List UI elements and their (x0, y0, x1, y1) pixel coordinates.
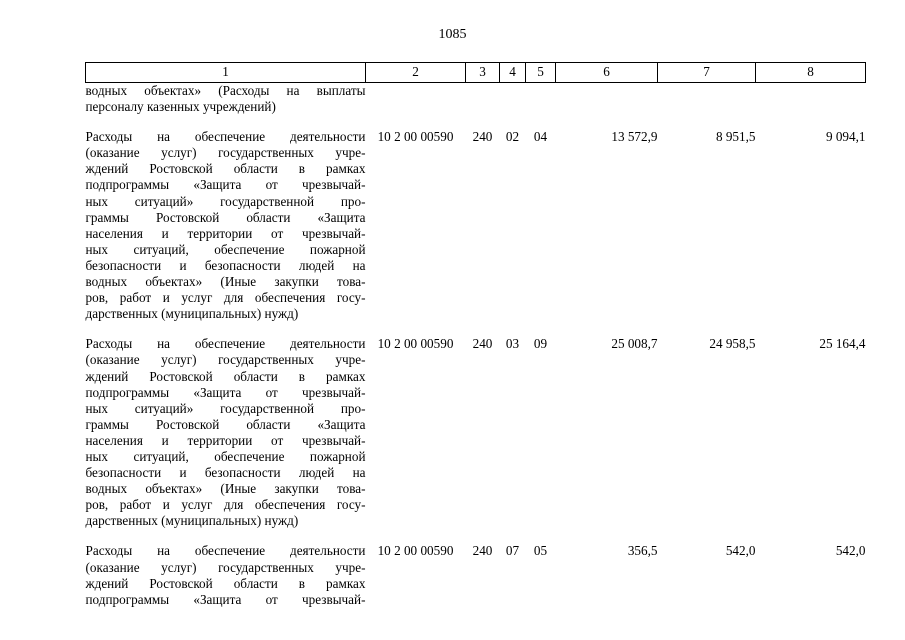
description-line: персоналу казенных учреждений) (85, 99, 276, 115)
description-line: Расходы на обеспечение деятельности (85, 543, 366, 559)
amount-col8: 542,0 (835, 543, 866, 559)
amount-col7: 8 951,5 (715, 129, 756, 145)
amount-col6: 13 572,9 (611, 129, 658, 145)
description-line: безопасности и безопасности людей на (85, 465, 366, 481)
description-line: населения и территории от чрезвычай- (85, 225, 366, 241)
description-line: ров, работ и услуг для обеспечения госу- (85, 497, 366, 513)
table-row (86, 529, 866, 607)
description-line: дарственных (муниципальных) нужд) (85, 513, 299, 529)
continuation-row (86, 83, 866, 116)
description-line: подпрограммы «Защита от чрезвычай- (85, 384, 366, 400)
rz-code: 07 (505, 543, 520, 559)
amount-col6: 25 008,7 (611, 336, 658, 352)
description-line: дарственных (муниципальных) нужд) (85, 306, 299, 322)
row-description (86, 529, 366, 607)
description-line: (оказание услуг) государственных учре- (85, 559, 366, 575)
pr-code: 05 (533, 543, 548, 559)
column-header: 5 (526, 63, 556, 83)
description-line: безопасности и безопасности людей на (85, 257, 366, 273)
vr-code: 240 (472, 336, 493, 352)
description-line: ров, работ и услуг для обеспечения госу- (85, 290, 366, 306)
amount-col8: 9 094,1 (825, 129, 866, 145)
description-line: водных объектах» (Иные закупки това- (85, 481, 366, 497)
description-line: ных ситуаций» государственной про- (85, 193, 366, 209)
rz-code: 02 (505, 129, 520, 145)
column-header: 7 (658, 63, 756, 83)
vr-code: 240 (472, 129, 493, 145)
description-line: подпрограммы «Защита от чрезвычай- (85, 591, 366, 607)
column-header: 8 (756, 63, 866, 83)
budget-table (85, 62, 866, 608)
amount-col8: 25 164,4 (819, 336, 866, 352)
description-line: водных объектах» (Иные закупки това- (85, 274, 366, 290)
continuation-description (86, 83, 366, 116)
column-header: 6 (556, 63, 658, 83)
description-line: подпрограммы «Защита от чрезвычай- (85, 177, 366, 193)
column-header: 1 (86, 63, 366, 83)
description-line: ных ситуаций, обеспечение пожарной (85, 241, 366, 257)
column-header: 2 (366, 63, 466, 83)
vr-code: 240 (472, 543, 493, 559)
column-header: 4 (500, 63, 526, 83)
description-line: граммы Ростовской области «Защита (85, 209, 366, 225)
table-row (86, 322, 866, 529)
amount-col7: 24 958,5 (709, 336, 756, 352)
description-line: водных объектах» (Расходы на выплаты (85, 83, 366, 98)
column-header: 3 (466, 63, 500, 83)
description-line: ждений Ростовской области в рамках (85, 161, 366, 177)
csr-code: 10 2 00 00590 (377, 543, 454, 559)
description-line: населения и территории от чрезвычай- (85, 432, 366, 448)
description-line: ждений Ростовской области в рамках (85, 575, 366, 591)
column-number-row (86, 63, 866, 83)
description-line: (оказание услуг) государственных учре- (85, 145, 366, 161)
description-line: Расходы на обеспечение деятельности (85, 129, 366, 145)
csr-code: 10 2 00 00590 (377, 336, 454, 352)
description-line: ждений Ростовской области в рамках (85, 368, 366, 384)
description-line: ных ситуаций, обеспечение пожарной (85, 448, 366, 464)
pr-code: 04 (533, 129, 548, 145)
pr-code: 09 (533, 336, 548, 352)
page-number: 1085 (438, 27, 467, 42)
amount-col6: 356,5 (627, 543, 658, 559)
rz-code: 03 (505, 336, 520, 352)
csr-code: 10 2 00 00590 (377, 129, 454, 145)
amount-col7: 542,0 (725, 543, 756, 559)
row-description (86, 322, 366, 529)
description-line: (оказание услуг) государственных учре- (85, 352, 366, 368)
table-row (86, 115, 866, 322)
description-line: ных ситуаций» государственной про- (85, 400, 366, 416)
row-description (86, 115, 366, 322)
description-line: граммы Ростовской области «Защита (85, 416, 366, 432)
description-line: Расходы на обеспечение деятельности (85, 336, 366, 352)
